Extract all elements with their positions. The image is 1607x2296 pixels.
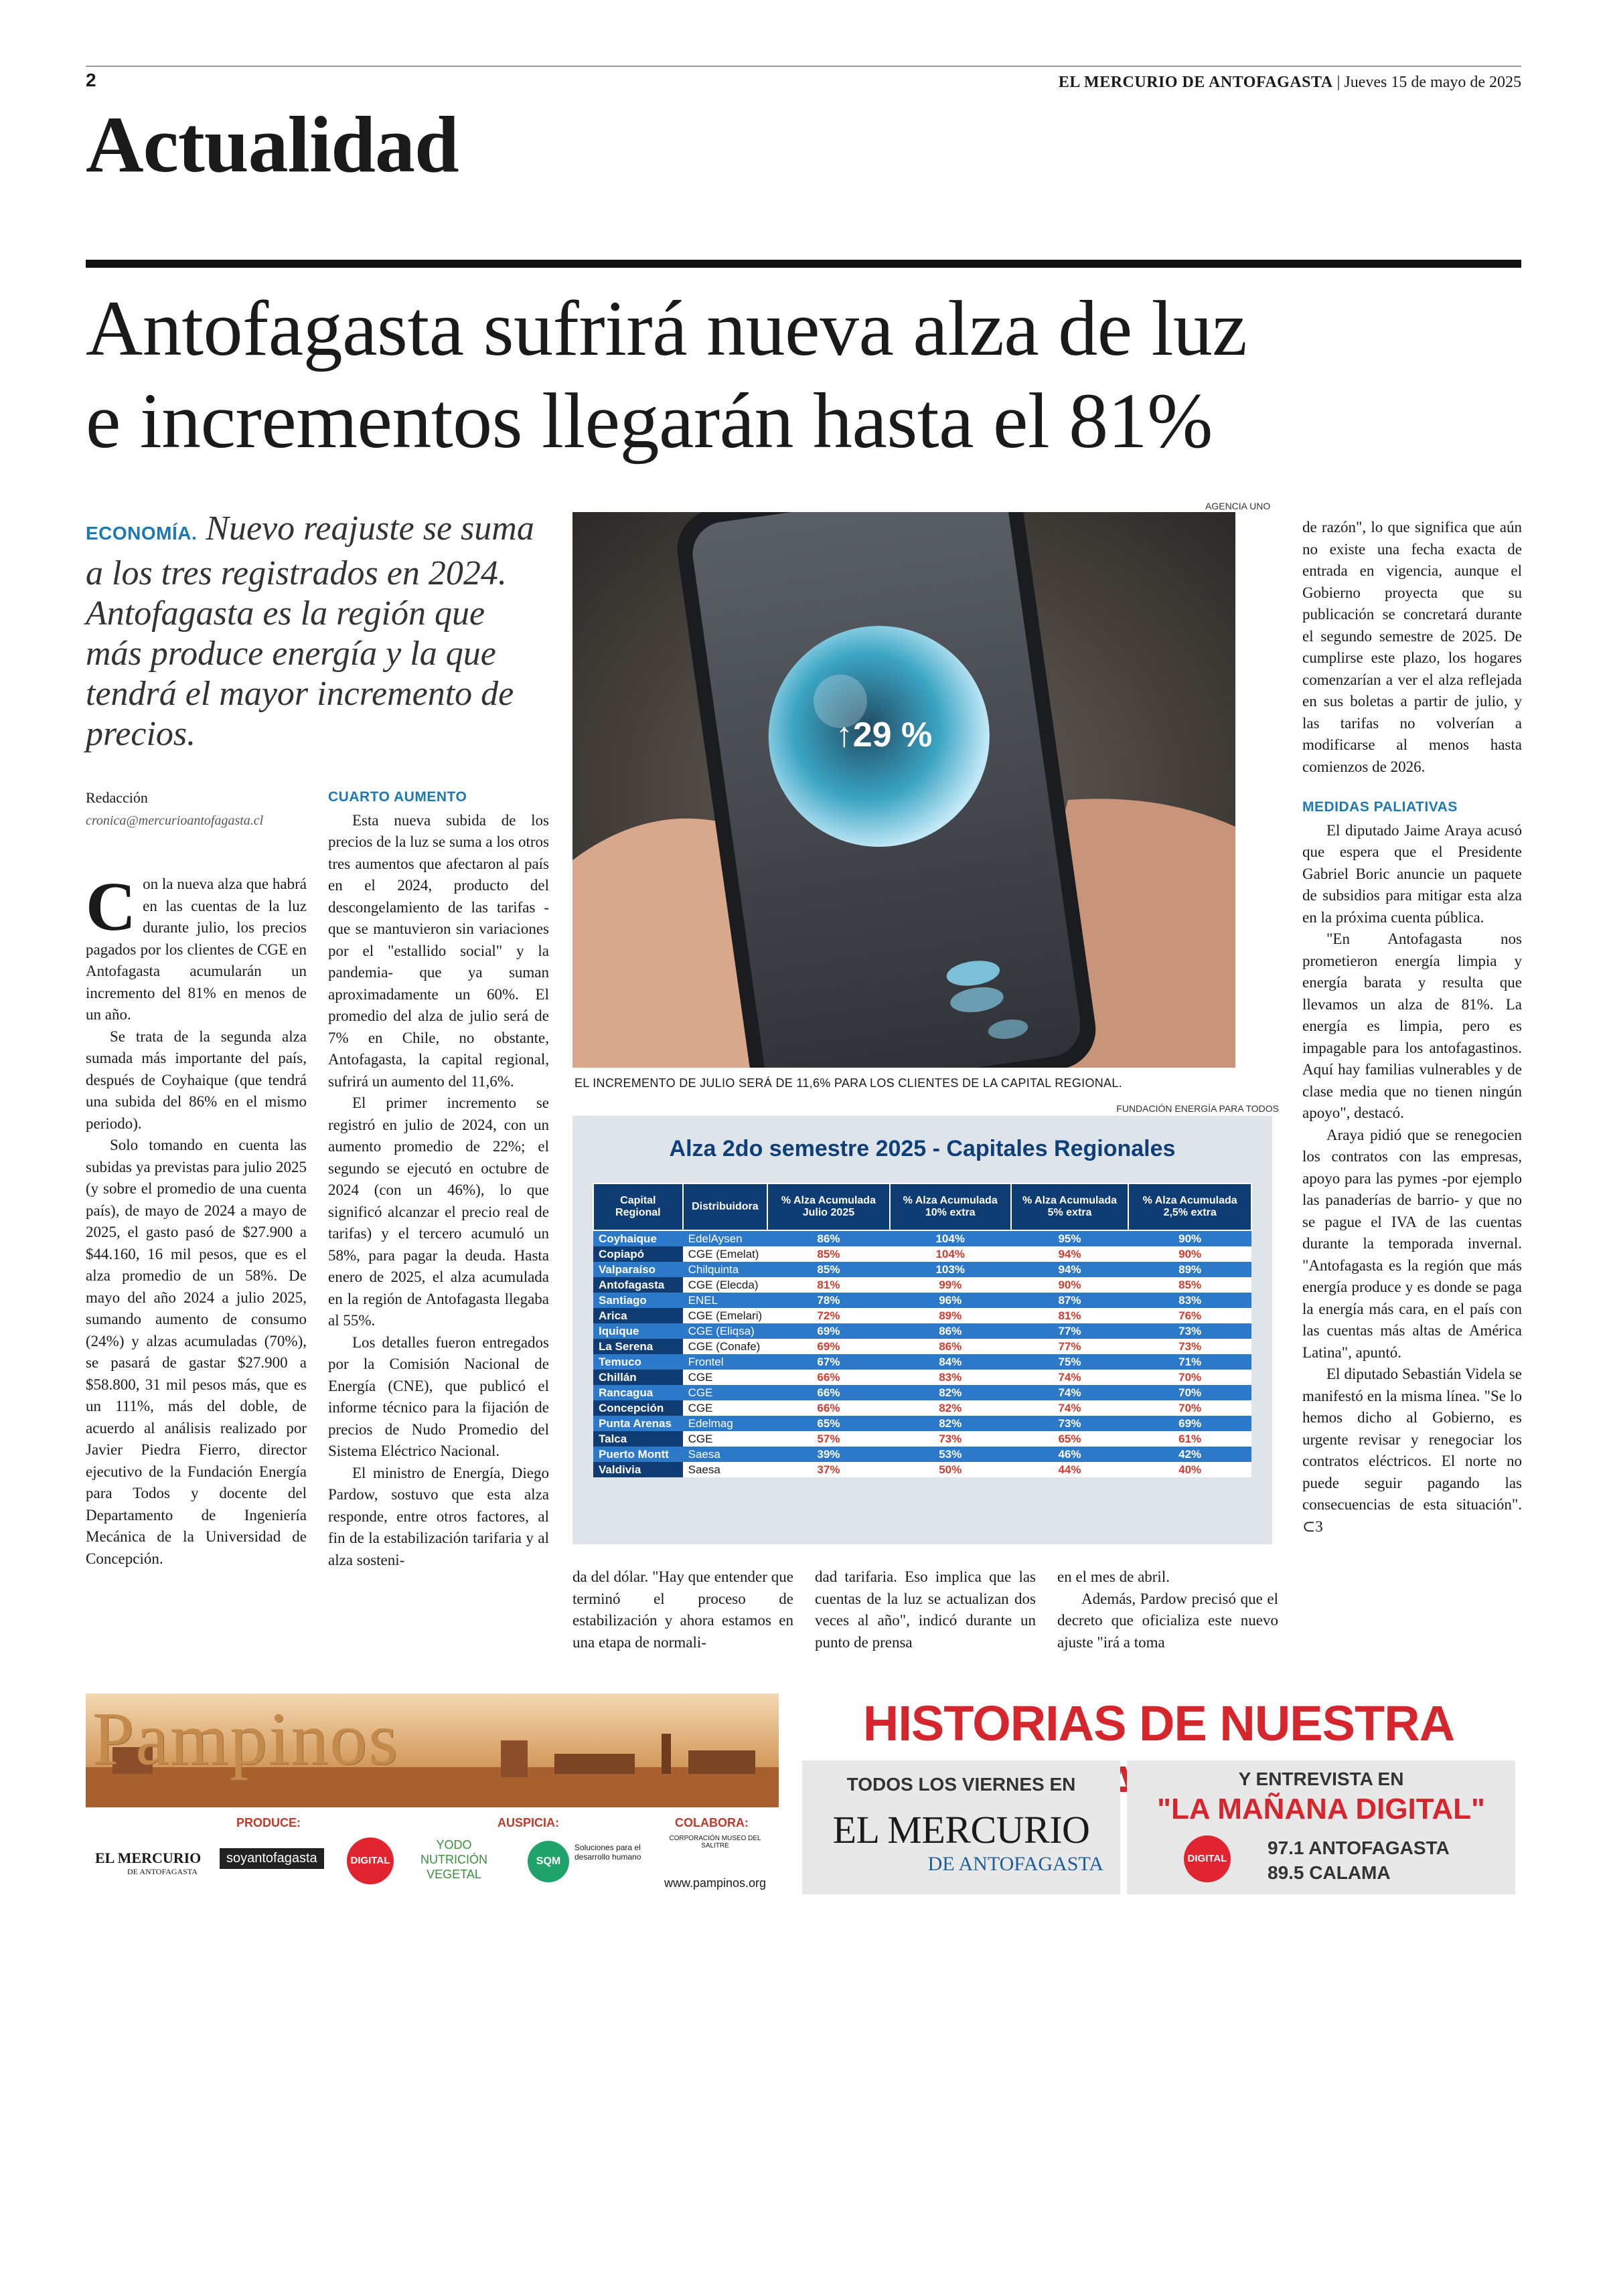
table-cell-value: 90% — [1128, 1230, 1251, 1246]
article-column-5 — [1057, 1566, 1278, 1653]
lede — [86, 509, 548, 754]
ad-box-radio — [1127, 1760, 1515, 1911]
table-cell-value: 86% — [890, 1339, 1011, 1354]
paragraph: Se trata de la segunda alza sumada más importante del país, después de Coyhaique (que tendrá una subida del 86% en el mismo periodo). — [86, 1028, 307, 1132]
table-cell-value: 85% — [767, 1262, 890, 1277]
section-title: Actualidad — [86, 100, 459, 189]
table-cell-value: 71% — [1128, 1354, 1251, 1370]
table-row — [593, 1462, 1251, 1477]
table-header-row — [593, 1183, 1251, 1230]
table-credit: FUNDACIÓN ENERGÍA PARA TODOS — [1116, 1103, 1279, 1114]
table-cell-value: 104% — [890, 1246, 1011, 1262]
table-row — [593, 1354, 1251, 1370]
paragraph: Los detalles fueron entregados por la Comisión Nacional de Energía (CNE), que publicó el informe técnico para la fijación de precios de Nudo Promedio del Sistema Eléctrico Nacional. — [328, 1333, 549, 1459]
phone-illustration — [572, 512, 1235, 1068]
col-header: % Alza Acumulada 2,5% extra — [1128, 1183, 1251, 1230]
energy-increase-table — [593, 1183, 1252, 1477]
table-cell-value: 57% — [767, 1431, 890, 1447]
ad-box-mercurio — [802, 1760, 1120, 1894]
table-cell-value: 90% — [1011, 1277, 1129, 1293]
table-cell-capital: Rancagua — [593, 1385, 683, 1400]
box1-logo: EL MERCURIO — [832, 1808, 1090, 1852]
table-cell-value: 69% — [1128, 1416, 1251, 1431]
el-mercurio-logo-sub: DE ANTOFAGASTA — [127, 1867, 198, 1876]
table-cell-value: 66% — [767, 1370, 890, 1385]
subhead-cuarto-aumento: CUARTO AUMENTO — [328, 789, 467, 805]
table-row — [593, 1370, 1251, 1385]
article-column-6 — [1302, 517, 1522, 1538]
table-cell-capital: Antofagasta — [593, 1277, 683, 1293]
table-cell-value: 73% — [890, 1431, 1011, 1447]
photo-caption: EL INCREMENTO DE JULIO SERÁ DE 11,6% PARA LOS CLIENTES DE LA CAPITAL REGIONAL. — [575, 1076, 1122, 1090]
table-row — [593, 1277, 1251, 1293]
table-cell-distribuidora: Edelmag — [683, 1416, 768, 1431]
table-cell-value: 74% — [1011, 1370, 1129, 1385]
colabora-org: CORPORACIÓN MUSEO DEL SALITRE — [669, 1835, 761, 1850]
el-mercurio-logo: EL MERCURIO — [95, 1850, 202, 1866]
colabora-label: COLABORA: — [675, 1816, 749, 1829]
table-cell-value: 70% — [1128, 1400, 1251, 1416]
table-row — [593, 1416, 1251, 1431]
col-header: % Alza Acumulada Julio 2025 — [767, 1183, 890, 1230]
table-cell-value: 70% — [1128, 1370, 1251, 1385]
table-cell-distribuidora: Saesa — [683, 1462, 768, 1477]
table-cell-value: 82% — [890, 1416, 1011, 1431]
paragraph: Con la nueva alza que habrá en las cuentas de la luz durante julio, los precios pagados por los clientes de CGE en Antofagasta acumularán un incremento del 81% en menos de un año. — [86, 868, 307, 1023]
infographic-table — [572, 1116, 1272, 1544]
table-cell-value: 89% — [1128, 1262, 1251, 1277]
paragraph: El diputado Sebastián Videla se manifestó en la misma línea. "Se lo hemos dicho al Gobierno, es urgente revisar y renegociar los contratos eléctricos. El norte no puede seguir pagando las consecuencias de esta situación". ⊂3 — [1302, 1366, 1522, 1535]
box1-label: TODOS LOS VIERNES EN — [846, 1774, 1076, 1795]
table-cell-value: 90% — [1128, 1246, 1251, 1262]
box1-logo-sub: DE ANTOFAGASTA — [927, 1853, 1103, 1875]
table-cell-value: 104% — [890, 1230, 1011, 1246]
table-cell-value: 77% — [1011, 1339, 1129, 1354]
paragraph: Araya pidió que se renegocien los contratos con las empresas, apoyo para las pymes -por ejemplo las panaderías de barrio- y que no se pague el IVA de las cuentas durante la temporada invernal. "Antofagasta es la región que más energía produce y es donde se paga la energía más cara, en el país con las cuentas más altas de América Latina", apuntó. — [1302, 1126, 1522, 1361]
table-cell-distribuidora: CGE (Conafe) — [683, 1339, 768, 1354]
table-cell-value: 77% — [1011, 1323, 1129, 1339]
sqm-tagline: Soluciones para el desarrollo humano — [575, 1843, 641, 1862]
table-cell-distribuidora: Chilquinta — [683, 1262, 768, 1277]
table-cell-value: 96% — [890, 1293, 1011, 1308]
table-cell-value: 67% — [767, 1354, 890, 1370]
table-cell-distribuidora: CGE (Elecda) — [683, 1277, 768, 1293]
headline-line-2: e incrementos llegarán hasta el 81% — [86, 377, 1213, 465]
table-cell-distribuidora: CGE (Eliqsa) — [683, 1323, 768, 1339]
table-cell-capital: Concepción — [593, 1400, 683, 1416]
table-cell-distribuidora: CGE — [683, 1370, 768, 1385]
paragraph: "En Antofagasta nos prometieron energía limpia y energía barata y resulta que llevamos un alza de 81%. La energía es limpia, pero es impagable para los antofagastinos. Aquí hay familias vulnerables y de clase media que no tienen ningún apoyo", destacó. — [1302, 930, 1522, 1121]
table-row — [593, 1293, 1251, 1308]
table-cell-distribuidora: CGE (Emelari) — [683, 1308, 768, 1323]
paragraph: da del dólar. "Hay que entender que terminó el proceso de estabilización y ahora estamos en una etapa de normali- — [572, 1568, 793, 1651]
table-cell-capital: Punta Arenas — [593, 1416, 683, 1431]
table-cell-value: 94% — [1011, 1246, 1129, 1262]
paragraph: en el mes de abril. — [1057, 1568, 1170, 1585]
table-cell-value: 103% — [890, 1262, 1011, 1277]
table-row — [593, 1308, 1251, 1323]
table-cell-value: 85% — [767, 1246, 890, 1262]
table-cell-value: 42% — [1128, 1447, 1251, 1462]
lede-text: Nuevo reajuste se suma a los tres registrados en 2024. Antofagasta es la región que más produce energía y la que tendrá el mayor incremento de precios. — [86, 509, 534, 753]
table-cell-value: 74% — [1011, 1385, 1129, 1400]
table-cell-value: 40% — [1128, 1462, 1251, 1477]
frequency-calama: 89.5 CALAMA — [1268, 1862, 1391, 1883]
ad-sponsors — [86, 1811, 779, 1913]
table-cell-value: 39% — [767, 1447, 890, 1462]
table-cell-capital: Arica — [593, 1308, 683, 1323]
subhead-medidas-paliativas: MEDIDAS PALIATIVAS — [1302, 799, 1458, 815]
table-cell-distribuidora: CGE — [683, 1385, 768, 1400]
pampinos-banner — [86, 1694, 779, 1807]
table-row — [593, 1400, 1251, 1416]
table-cell-value: 73% — [1128, 1339, 1251, 1354]
article-column-3 — [572, 1566, 793, 1653]
headline-line-1: Antofagasta sufrirá nueva alza de luz — [86, 284, 1247, 372]
website: www.pampinos.org — [664, 1876, 767, 1890]
table-cell-value: 61% — [1128, 1431, 1251, 1447]
soyantofagasta-logo: soyantofagasta — [220, 1848, 324, 1869]
box2-label: Y ENTREVISTA EN — [1238, 1769, 1404, 1789]
table-cell-value: 37% — [767, 1462, 890, 1477]
table-row — [593, 1447, 1251, 1462]
produce-label: PRODUCE: — [236, 1816, 301, 1829]
article-column-1 — [86, 868, 307, 1570]
table-cell-value: 95% — [1011, 1230, 1129, 1246]
table-cell-distribuidora: Frontel — [683, 1354, 768, 1370]
paragraph: Además, Pardow precisó que el decreto que oficializa este nuevo ajuste "irá a toma — [1057, 1590, 1278, 1651]
digital-fm-logo: DIGITAL FM — [1184, 1835, 1231, 1882]
photo-phone-hand — [572, 512, 1235, 1068]
yodo-logo: YODO NUTRICIÓN VEGETAL — [420, 1838, 487, 1881]
table-cell-value: 44% — [1011, 1462, 1129, 1477]
digital-fm-logo: DIGITAL FM — [347, 1837, 394, 1884]
pampinos-logo: Pampinos — [92, 1698, 399, 1781]
table-cell-capital: Santiago — [593, 1293, 683, 1308]
drop-cap: C — [86, 868, 137, 945]
table-cell-value: 82% — [890, 1385, 1011, 1400]
box2-program: "LA MAÑANA DIGITAL" — [1157, 1793, 1485, 1825]
issue-date: Jueves 15 de mayo de 2025 — [1344, 74, 1521, 91]
table-cell-value: 75% — [1011, 1354, 1129, 1370]
table-cell-value: 53% — [890, 1447, 1011, 1462]
table-cell-value: 74% — [1011, 1400, 1129, 1416]
byline-author: Redacción — [86, 789, 148, 806]
table-row — [593, 1385, 1251, 1400]
screen-percentage: ↑29 % — [835, 716, 933, 754]
article-column-4 — [815, 1566, 1036, 1653]
table-cell-value: 81% — [1011, 1308, 1129, 1323]
table-cell-distribuidora: CGE — [683, 1431, 768, 1447]
col-header: Distribuidora — [683, 1183, 768, 1230]
table-cell-value: 83% — [1128, 1293, 1251, 1308]
lede-kicker: ECONOMÍA. — [86, 523, 198, 544]
section-rule — [86, 260, 1521, 268]
table-cell-distribuidora: ENEL — [683, 1293, 768, 1308]
table-cell-value: 94% — [1011, 1262, 1129, 1277]
byline-email: cronica@mercurioantofagasta.cl — [86, 813, 264, 828]
table-cell-value: 73% — [1011, 1416, 1129, 1431]
paragraph: dad tarifaria. Eso implica que las cuentas de la luz se actualizan dos veces al año", indicó durante un punto de prensa — [815, 1568, 1036, 1651]
running-head: EL MERCURIO DE ANTOFAGASTA | Jueves 15 de mayo de 2025 — [1058, 74, 1521, 91]
paragraph: Solo tomando en cuenta las subidas ya previstas para julio 2025 (y sobre el promedio de una cuenta país), de mayo de 2024 a mayo de 2025, el gasto pasó de $27.900 a $44.160, 16 mil pesos, que es el alza promedio de un 58%. De mayo del año 2024 a julio 2025, sumando aumento de consumo (24%) y alzas acumuladas (70%), se pasará de gastar $27.900 a $58.800, 31 mil pesos más, que es un 111%, más del doble, de acuerdo al análisis realizado por Javier Piedra Fierro, director ejecutivo de la Fundación Energía para Todos y docente del Departamento de Ingeniería Mecánica de la Universidad de Concepción. — [86, 1137, 307, 1567]
table-cell-capital: Valparaíso — [593, 1262, 683, 1277]
sqm-logo: SQM — [528, 1841, 569, 1882]
table-cell-value: 86% — [767, 1230, 890, 1246]
table-cell-value: 50% — [890, 1462, 1011, 1477]
table-cell-capital: Coyhaique — [593, 1230, 683, 1246]
frequency-antofagasta: 97.1 ANTOFAGASTA — [1268, 1837, 1450, 1858]
pampinos-ad — [86, 1694, 779, 1913]
table-cell-capital: Temuco — [593, 1354, 683, 1370]
table-cell-value: 65% — [767, 1416, 890, 1431]
headline — [86, 282, 1521, 467]
top-rule — [86, 66, 1521, 67]
photo-credit: AGENCIA UNO — [1205, 501, 1271, 511]
table-cell-capital: Copiapó — [593, 1246, 683, 1262]
paragraph: El diputado Jaime Araya acusó que espera que el Presidente Gabriel Boric anuncie un paquete de subsidios para mitigar esta alza en la próxima cuenta pública. — [1302, 821, 1522, 926]
table-cell-value: 69% — [767, 1339, 890, 1354]
table-cell-capital: Chillán — [593, 1370, 683, 1385]
table-cell-distribuidora: Saesa — [683, 1447, 768, 1462]
table-row — [593, 1230, 1251, 1246]
table-cell-value: 70% — [1128, 1385, 1251, 1400]
table-cell-value: 85% — [1128, 1277, 1251, 1293]
table-row — [593, 1431, 1251, 1447]
historias-ad — [795, 1694, 1522, 1911]
col-header: % Alza Acumulada 10% extra — [890, 1183, 1011, 1230]
table-cell-capital: La Serena — [593, 1339, 683, 1354]
table-cell-value: 66% — [767, 1385, 890, 1400]
publication-name: EL MERCURIO DE ANTOFAGASTA — [1058, 74, 1333, 91]
table-cell-value: 69% — [767, 1323, 890, 1339]
page-number: 2 — [86, 70, 96, 90]
table-cell-value: 99% — [890, 1277, 1011, 1293]
table-cell-capital: Talca — [593, 1431, 683, 1447]
paragraph: de razón", lo que significa que aún no existe una fecha exacta de entrada en vigencia, aunque el Gobierno proyecta que su publicación se concretará durante el segundo semestre de 2025. De cumplirse este plazo, los hogares comenzarían a ver el alza reflejada en sus boletas a partir de julio, y las tarifas no volverían a modificarse al menos hasta comienzos de 2026. — [1302, 519, 1522, 775]
table-cell-value: 76% — [1128, 1308, 1251, 1323]
table-row — [593, 1323, 1251, 1339]
table-body — [593, 1230, 1251, 1477]
table-title: Alza 2do semestre 2025 - Capitales Regionales — [669, 1136, 1176, 1161]
table-cell-value: 65% — [1011, 1431, 1129, 1447]
table-cell-value: 78% — [767, 1293, 890, 1308]
table-cell-value: 83% — [890, 1370, 1011, 1385]
table-cell-value: 73% — [1128, 1323, 1251, 1339]
table-cell-value: 84% — [890, 1354, 1011, 1370]
table-cell-value: 89% — [890, 1308, 1011, 1323]
table-cell-value: 72% — [767, 1308, 890, 1323]
article-column-2 — [328, 787, 549, 1571]
table-row — [593, 1262, 1251, 1277]
table-cell-value: 66% — [767, 1400, 890, 1416]
paragraph: El primer incremento se registró en julio de 2024, con un aumento promedio de 22%; el segundo se ejecutó en octubre de 2024 (con un 46%), lo que significó alcanzar el precio real de tarifas) y el tercero acumuló un 58%, para pagar la deuda. Hasta enero de 2025, el alza acumulada en la región de Antofagasta llegaba al 55%. — [328, 1094, 549, 1329]
byline — [86, 787, 307, 832]
table-cell-capital: Valdivia — [593, 1462, 683, 1477]
paragraph: Esta nueva subida de los precios de la luz se suma a los otros tres aumentos que afectaron al país en el 2024, producto del descongelamiento de las tarifas -que se mantuvieron sin variaciones por el "estallido social" y la pandemia- que ya suman aproximadamente un 60%. El promedio del alza de julio será de 7% en Chile, no obstante, Antofagasta, la capital regional, sufrirá un aumento del 11,6%. — [328, 811, 549, 1090]
table-cell-distribuidora: CGE (Emelat) — [683, 1246, 768, 1262]
col-header: Capital Regional — [593, 1183, 683, 1230]
table-cell-distribuidora: CGE — [683, 1400, 768, 1416]
table-cell-value: 46% — [1011, 1447, 1129, 1462]
table-row — [593, 1246, 1251, 1262]
auspicia-label: AUSPICIA: — [498, 1816, 560, 1829]
historias-title: HISTORIAS DE NUESTRA — [862, 1696, 1455, 1751]
table-cell-distribuidora: EdelAysen — [683, 1230, 768, 1246]
col-header: % Alza Acumulada 5% extra — [1011, 1183, 1129, 1230]
end-mark: ⊂3 — [1302, 1518, 1323, 1535]
table-cell-capital: Iquique — [593, 1323, 683, 1339]
table-cell-value: 87% — [1011, 1293, 1129, 1308]
paragraph: El ministro de Energía, Diego Pardow, sostuvo que esta alza responde, entre otros factores, al fin de la estabilización tarifaria y al alza sosteni- — [328, 1464, 549, 1568]
table-cell-value: 86% — [890, 1323, 1011, 1339]
table-cell-value: 81% — [767, 1277, 890, 1293]
table-cell-value: 82% — [890, 1400, 1011, 1416]
table-cell-capital: Puerto Montt — [593, 1447, 683, 1462]
table-row — [593, 1339, 1251, 1354]
